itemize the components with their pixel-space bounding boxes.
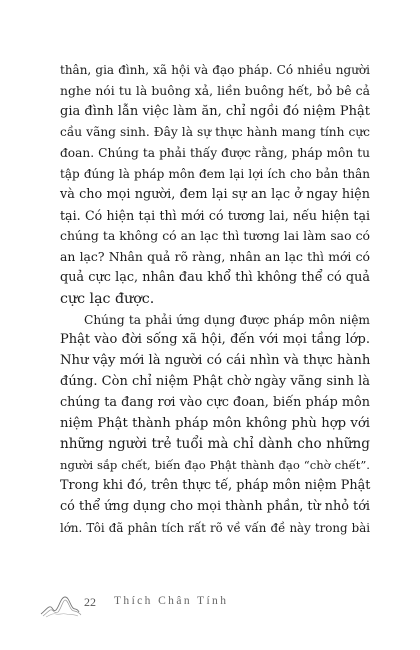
text-line: nghe nói tu là buông xả, liền buông hết, bỏ bê cả [60, 82, 370, 98]
text-line: lớn. Tôi đã phân tích rất rõ về vấn đề này trong bài [60, 520, 370, 535]
body-text [60, 60, 370, 538]
page-footer [40, 588, 240, 618]
running-author: Thích Chân Tính [114, 595, 229, 607]
paragraph [60, 310, 370, 539]
text-line: Như vậy mới là người có cái nhìn và thực hành [60, 353, 371, 369]
text-line: cầu vãng sinh. Đây là sự thực hành mang tính cực [60, 125, 370, 140]
text-line: tại. Có hiện tại thì mới có tương lai, nếu hiện tại [60, 207, 370, 223]
mountain-icon [40, 588, 84, 618]
text-line: quả cực lạc, nhân đau khổ thì không thể có quả [60, 269, 370, 285]
text-line: chúng ta không có an lạc thì tương lai làm sao có [60, 228, 370, 244]
page-number: 22 [84, 595, 96, 609]
text-line: những người trẻ tuổi mà chỉ dành cho những [60, 436, 370, 453]
text-line: cực lạc được. [60, 290, 155, 307]
text-line: đoan. Chúng ta phải thấy được rằng, pháp môn tu [60, 146, 370, 161]
text-line: đúng. Còn chỉ niệm Phật chờ ngày vãng sinh là [60, 373, 370, 389]
text-line: Phật vào đời sống xã hội, đến với mọi tầng lớp. [60, 332, 370, 348]
text-line: an lạc? Nhân quả rõ ràng, nhân an lạc thì mới có [60, 249, 370, 265]
text-line: niệm Phật thành pháp môn không phù hợp với [60, 415, 370, 431]
text-line: và cho mọi người, đem lại sự an lạc ở ngay hiện [60, 186, 370, 202]
text-line: tập đúng là pháp môn đem lại lợi ích cho bản thân [60, 166, 370, 181]
text-line: có thể ứng dụng cho mọi thành phần, từ nhỏ tới [60, 498, 370, 514]
paragraph [60, 60, 370, 310]
text-line: Chúng ta phải ứng dụng được pháp môn niệm [84, 312, 370, 327]
text-line: người sắp chết, biến đạo Phật thành đạo “chờ chết”. [60, 458, 370, 473]
text-line: thân, gia đình, xã hội và đạo pháp. Có nhiều người [60, 63, 370, 77]
text-line: Trong khi đó, trên thực tế, pháp môn niệm Phật [60, 477, 371, 493]
text-line: chúng ta đang rơi vào cực đoan, biến pháp môn [60, 394, 370, 410]
text-line: gia đình lẫn việc làm ăn, chỉ ngồi đó niệm Phật [60, 103, 370, 119]
